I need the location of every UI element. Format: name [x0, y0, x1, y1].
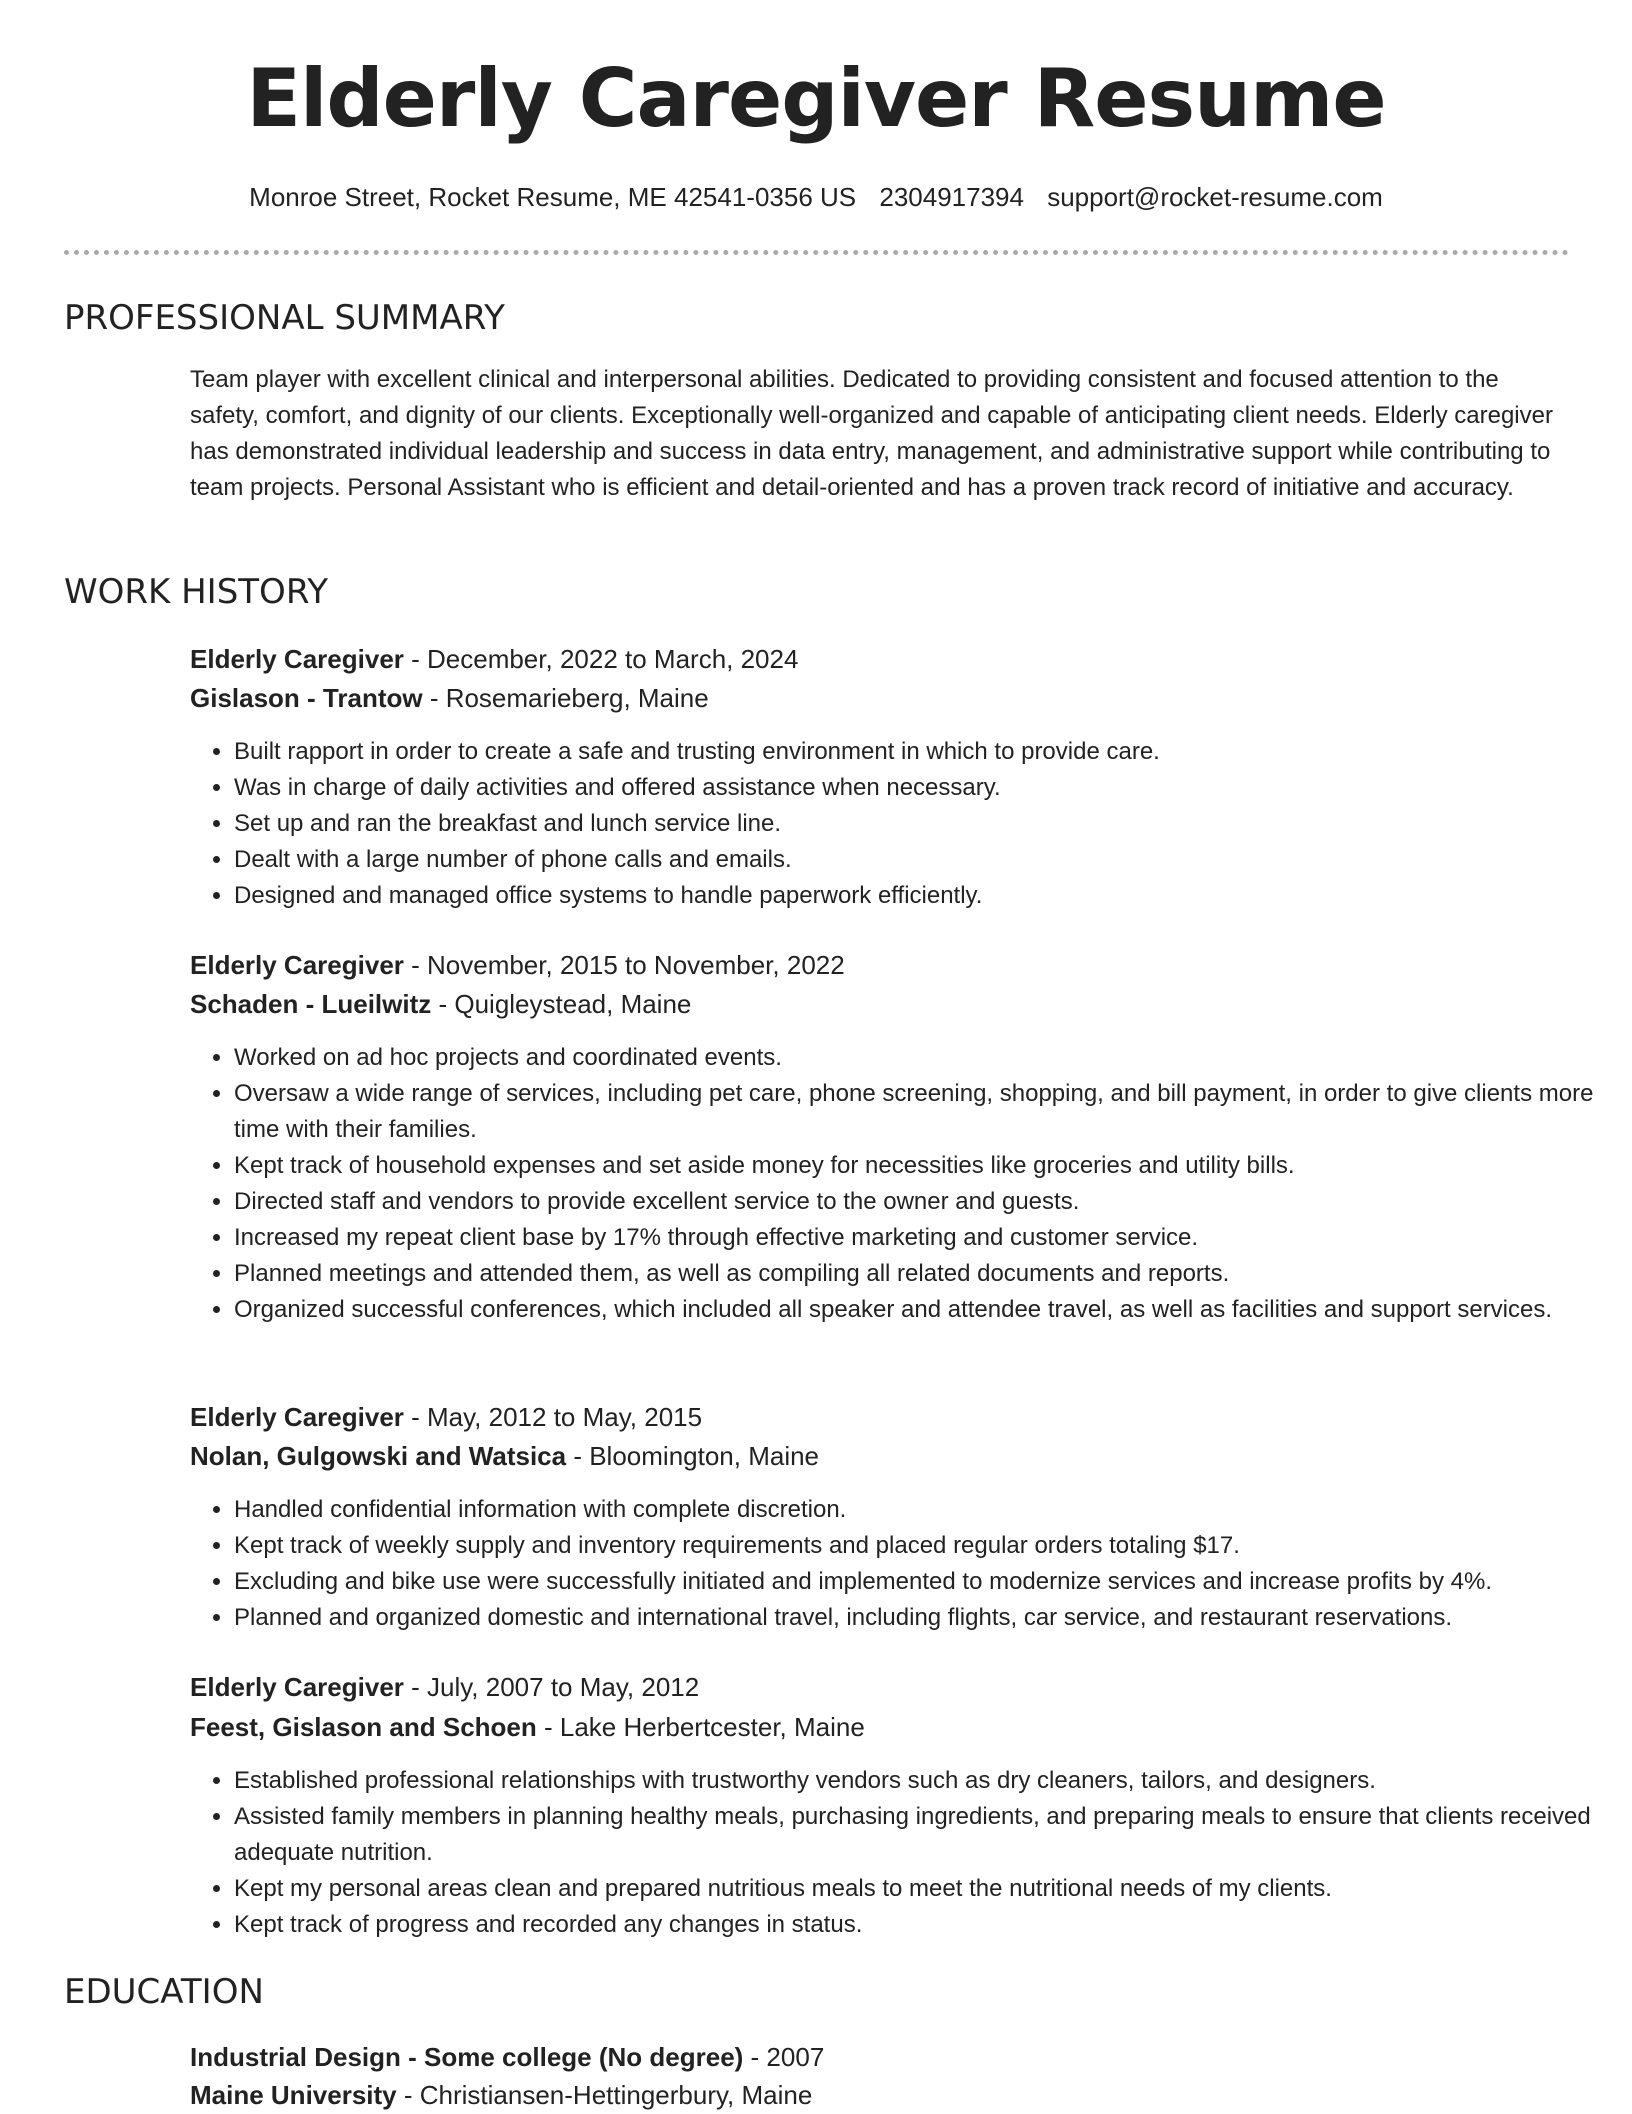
list-item: • Dealt with a large number of phone calls and emails.	[234, 842, 1614, 878]
contact-email: support@rocket-resume.com	[1047, 182, 1383, 212]
list-item: • Set up and ran the breakfast and lunch service line.	[234, 806, 1614, 842]
list-item: • Kept track of household expenses and set aside money for necessities like groceries and utility bills.	[234, 1148, 1614, 1184]
list-item: • Directed staff and vendors to provide excellent service to the owner and guests.	[234, 1184, 1614, 1220]
job-title-line	[190, 1668, 699, 1706]
job-title: Elderly Caregiver	[190, 1402, 404, 1432]
job-company: Nolan, Gulgowski and Watsica	[190, 1441, 567, 1471]
job-company-line	[190, 1708, 865, 1746]
job-title-line	[190, 1398, 702, 1436]
job-company: Schaden - Lueilwitz	[190, 989, 432, 1019]
education-location: - Christiansen-Hettingerbury, Maine	[396, 2080, 813, 2110]
education-school-line	[190, 2076, 812, 2114]
education-school: Maine University	[190, 2080, 397, 2110]
list-item: • Organized successful conferences, which included all speaker and attendee travel, as well as facilities and support services.	[234, 1292, 1614, 1328]
job-title: Elderly Caregiver	[190, 1672, 404, 1702]
list-item: • Was in charge of daily activities and offered assistance when necessary.	[234, 770, 1614, 806]
list-item: • Assisted family members in planning healthy meals, purchasing ingredients, and preparing meals to ensure that clients received adequate nutrition.	[234, 1799, 1614, 1871]
list-item: • Designed and managed office systems to handle paperwork efficiently.	[234, 878, 1614, 914]
job-location: - Lake Herbertcester, Maine	[536, 1712, 865, 1742]
list-item: • Planned and organized domestic and international travel, including flights, car service, and restaurant reservations.	[234, 1600, 1614, 1636]
job-dates: - December, 2022 to March, 2024	[403, 644, 799, 674]
job-bullets	[190, 1763, 1614, 1943]
list-item: • Kept track of progress and recorded any changes in status.	[234, 1907, 1614, 1943]
list-item: • Handled confidential information with complete discretion.	[234, 1492, 1614, 1528]
resume-title: Elderly Caregiver Resume	[246, 52, 1386, 145]
list-item: • Planned meetings and attended them, as well as compiling all related documents and reports.	[234, 1256, 1614, 1292]
job-bullets	[190, 1492, 1614, 1636]
list-item: • Oversaw a wide range of services, including pet care, phone screening, shopping, and bill payment, in order to give clients more time with their families.	[234, 1076, 1614, 1148]
education-degree-line	[190, 2038, 824, 2076]
job-bullets	[190, 1040, 1614, 1328]
contact-line	[0, 182, 1632, 213]
job-dates: - July, 2007 to May, 2012	[403, 1672, 700, 1702]
job-company: Feest, Gislason and Schoen	[190, 1712, 537, 1742]
section-heading-summary: PROFESSIONAL SUMMARY	[64, 298, 505, 338]
list-item: • Worked on ad hoc projects and coordinated events.	[234, 1040, 1614, 1076]
job-title-line	[190, 640, 798, 678]
job-title: Elderly Caregiver	[190, 644, 404, 674]
job-company-line	[190, 985, 691, 1023]
job-bullets	[190, 734, 1614, 914]
section-heading-education: EDUCATION	[64, 1972, 264, 2012]
list-item: • Built rapport in order to create a safe and trusting environment in which to provide care.	[234, 734, 1614, 770]
job-location: - Rosemarieberg, Maine	[422, 683, 709, 713]
job-dates: - November, 2015 to November, 2022	[403, 950, 845, 980]
contact-address: Monroe Street, Rocket Resume, ME 42541-0356 US	[249, 182, 857, 212]
job-company-line	[190, 1437, 819, 1475]
header-divider	[64, 250, 1569, 255]
education-degree: Industrial Design - Some college (No degree)	[190, 2042, 744, 2072]
list-item: • Excluding and bike use were successfully initiated and implemented to modernize services and increase profits by 4%.	[234, 1564, 1614, 1600]
contact-phone: 2304917394	[879, 182, 1024, 212]
job-location: - Bloomington, Maine	[566, 1441, 820, 1471]
list-item: • Kept track of weekly supply and inventory requirements and placed regular orders totaling $17.	[234, 1528, 1614, 1564]
job-title-line	[190, 946, 845, 984]
job-dates: - May, 2012 to May, 2015	[403, 1402, 703, 1432]
summary-text: Team player with excellent clinical and interpersonal abilities. Dedicated to providing consistent and focused attention to the safety, comfort, and dignity of our clients. Exceptionally well-organized and capable of anticipating client needs. Elderly caregiver has demonstrated individual leadership and success in data entry, management, and administrative support while contributing to team projects. Personal Assistant who is efficient and detail-oriented and has a proven track record of initiative and accuracy.	[190, 366, 1553, 501]
list-item: • Established professional relationships with trustworthy vendors such as dry cleaners, tailors, and designers.	[234, 1763, 1614, 1799]
job-company-line	[190, 679, 709, 717]
job-company: Gislason - Trantow	[190, 683, 423, 713]
job-title: Elderly Caregiver	[190, 950, 404, 980]
job-location: - Quigleystead, Maine	[431, 989, 692, 1019]
list-item: • Kept my personal areas clean and prepared nutritious meals to meet the nutritional needs of my clients.	[234, 1871, 1614, 1907]
section-heading-work-history: WORK HISTORY	[64, 572, 329, 612]
education-year: - 2007	[743, 2042, 825, 2072]
list-item: • Increased my repeat client base by 17% through effective marketing and customer service.	[234, 1220, 1614, 1256]
